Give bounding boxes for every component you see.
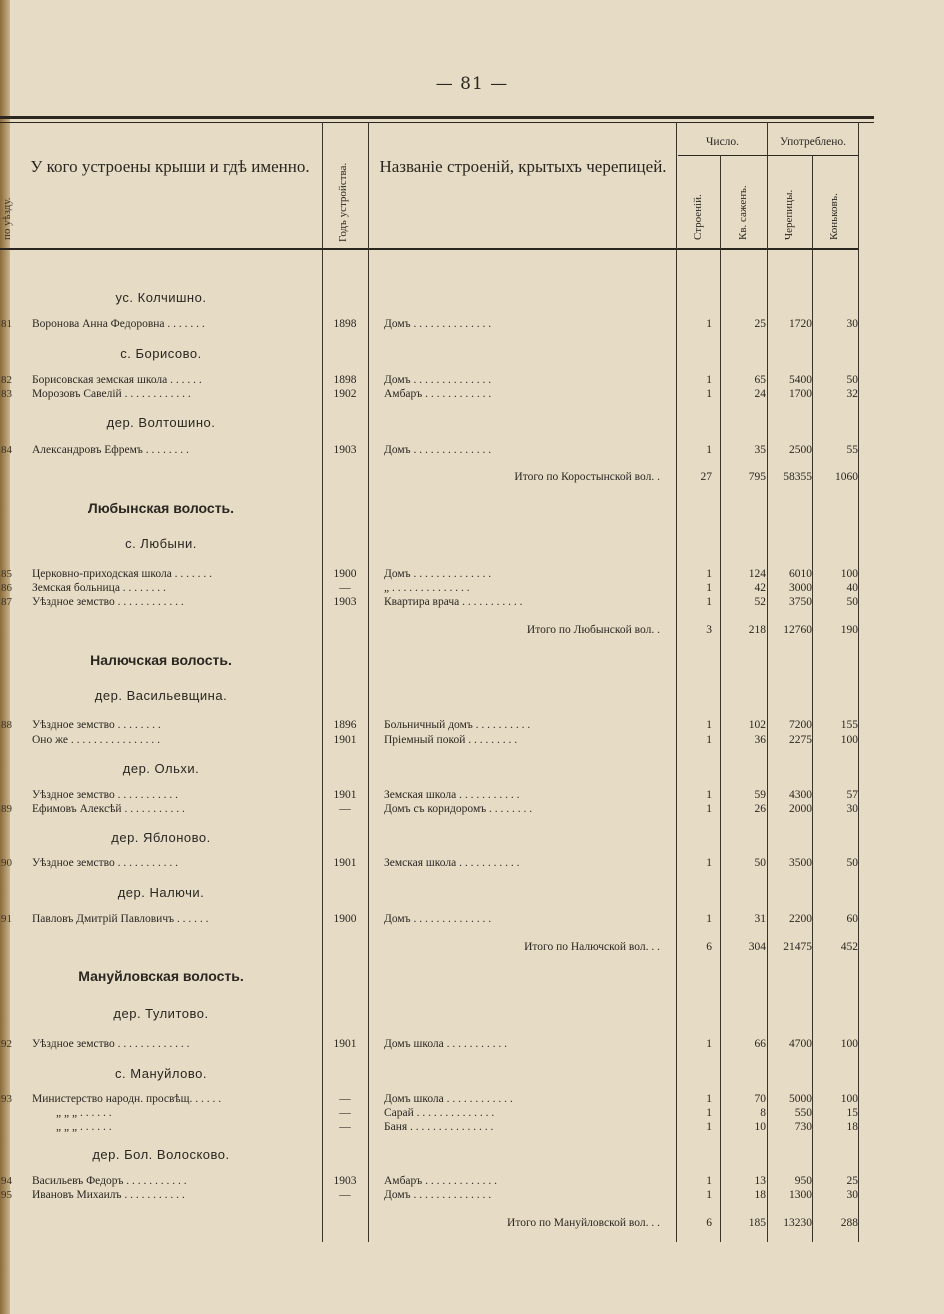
row-number: 88 <box>1 719 12 731</box>
owner-cell: Борисовская земская школа . . . . . . <box>32 374 202 386</box>
count-cell: 1 <box>706 1175 712 1187</box>
count-cell: 6 <box>706 1217 712 1229</box>
year-cell: 1903 <box>333 1175 357 1187</box>
row-number: 85 <box>1 568 12 580</box>
area-cell: 70 <box>754 1093 766 1105</box>
building-cell: „ . . . . . . . . . . . . . . <box>384 582 470 594</box>
tiles-cell: 7200 <box>789 719 812 731</box>
row-number: 83 <box>1 388 12 400</box>
owner-cell: Уѣздное земство . . . . . . . . . . . . . <box>32 1038 190 1050</box>
top-rule-thin <box>0 122 874 123</box>
village-heading: дер. Яблоново. <box>111 830 211 845</box>
table-row <box>0 388 944 402</box>
ridge-cell: 100 <box>840 568 858 580</box>
village-heading: дер. Налючи. <box>117 885 205 900</box>
area-cell: 10 <box>754 1121 766 1133</box>
count-cell: 3 <box>706 624 712 636</box>
building-cell: Пріемный покой . . . . . . . . . <box>384 734 518 746</box>
tiles-cell: 550 <box>794 1107 812 1119</box>
area-cell: 18 <box>754 1189 766 1201</box>
year-cell: — <box>339 582 351 594</box>
tiles-cell: 12760 <box>783 624 812 636</box>
ridge-cell: 32 <box>846 388 858 400</box>
area-cell: 185 <box>748 1217 766 1229</box>
ridge-cell: 30 <box>846 318 858 330</box>
building-cell: Земская школа . . . . . . . . . . . <box>384 789 520 801</box>
ridge-cell: 57 <box>846 789 858 801</box>
area-cell: 52 <box>754 596 766 608</box>
building-cell: Баня . . . . . . . . . . . . . . . <box>384 1121 494 1133</box>
row-number: 92 <box>1 1038 12 1050</box>
total-row <box>0 471 944 485</box>
area-cell: 795 <box>748 471 766 483</box>
building-column-header: Названіе строеній, крытыхъ черепицей. <box>379 157 667 176</box>
table-row <box>0 596 944 610</box>
owner-cell: Александровъ Ефремъ . . . . . . . . <box>32 444 189 456</box>
tiles-cell: 3750 <box>789 596 812 608</box>
count-cell: 1 <box>706 1107 712 1119</box>
table-row <box>0 789 944 803</box>
owner-cell: Министерство народн. просвѣщ. . . . . . <box>32 1093 222 1105</box>
count-cell: 6 <box>706 941 712 953</box>
table-row <box>0 857 944 871</box>
group-rule <box>678 155 858 156</box>
ridge-cell: 25 <box>846 1175 858 1187</box>
row-number: 93 <box>1 1093 12 1105</box>
year-cell: 1896 <box>333 719 357 731</box>
area-cell: 35 <box>754 444 766 456</box>
year-cell: 1898 <box>333 318 357 330</box>
ridge-cell: 452 <box>840 941 858 953</box>
tiles-cell: 1720 <box>789 318 812 330</box>
table-row <box>0 803 944 817</box>
table-row <box>0 1093 944 1107</box>
area-cell: 42 <box>754 582 766 594</box>
area-cell: 8 <box>760 1107 766 1119</box>
row-number: 94 <box>1 1175 12 1187</box>
year-cell: 1898 <box>333 374 357 386</box>
table-row <box>0 1175 944 1189</box>
owner-cell: Уѣздное земство . . . . . . . . . . . <box>32 857 179 869</box>
row-number: 89 <box>1 803 12 815</box>
ridge-cell: 15 <box>846 1107 858 1119</box>
row-number: 86 <box>1 582 12 594</box>
count-cell: 1 <box>706 913 712 925</box>
ridge-cell: 30 <box>846 1189 858 1201</box>
owner-cell: Воронова Анна Федоровна . . . . . . . <box>32 318 205 330</box>
tiles-cell: 58355 <box>783 471 812 483</box>
ridge-cell: 50 <box>846 596 858 608</box>
area-column-header: Кв. саженъ. <box>737 185 749 240</box>
year-cell: 1901 <box>333 789 357 801</box>
tiles-cell: 2200 <box>789 913 812 925</box>
ridge-cell: 190 <box>840 624 858 636</box>
table-row <box>0 1038 944 1052</box>
year-cell: 1903 <box>333 444 357 456</box>
cut-header-label: по уѣзду. <box>1 197 13 240</box>
count-cell: 1 <box>706 596 712 608</box>
ridge-cell: 50 <box>846 857 858 869</box>
volost-heading: Налючская волость. <box>90 652 232 668</box>
building-cell: Сарай . . . . . . . . . . . . . . <box>384 1107 495 1119</box>
area-cell: 66 <box>754 1038 766 1050</box>
owner-cell: Васильевъ Федоръ . . . . . . . . . . . <box>32 1175 187 1187</box>
area-cell: 24 <box>754 388 766 400</box>
village-heading: с. Борисово. <box>120 346 202 361</box>
ridge-cell: 100 <box>840 734 858 746</box>
owner-cell: Ивановъ Михаилъ . . . . . . . . . . . <box>32 1189 185 1201</box>
building-cell: Домъ . . . . . . . . . . . . . . <box>384 568 492 580</box>
owner-cell: Земская больница . . . . . . . . <box>32 582 166 594</box>
count-group-header: Число. <box>705 136 740 148</box>
total-label: Итого по Налючской вол. . . <box>524 941 660 953</box>
year-cell: 1900 <box>333 913 357 925</box>
tiles-cell: 4700 <box>789 1038 812 1050</box>
col-divider <box>322 122 323 1242</box>
table-row <box>0 568 944 582</box>
row-number: 84 <box>1 444 12 456</box>
village-heading: с. Любыни. <box>125 536 197 551</box>
count-cell: 1 <box>706 803 712 815</box>
tiles-cell: 2000 <box>789 803 812 815</box>
count-cell: 1 <box>706 388 712 400</box>
total-label: Итого по Коростынской вол. . <box>514 471 660 483</box>
row-number: 95 <box>1 1189 12 1201</box>
building-cell: Больничный домъ . . . . . . . . . . <box>384 719 531 731</box>
owner-cell: Павловъ Дмитрій Павловичъ . . . . . . <box>32 913 209 925</box>
count-cell: 1 <box>706 318 712 330</box>
area-cell: 36 <box>754 734 766 746</box>
year-cell: 1901 <box>333 1038 357 1050</box>
ridge-cell: 60 <box>846 913 858 925</box>
volost-heading: Любынская волость. <box>87 500 235 516</box>
total-row <box>0 624 944 638</box>
tiles-cell: 730 <box>794 1121 812 1133</box>
tiles-cell: 1700 <box>789 388 812 400</box>
count-cell: 1 <box>706 719 712 731</box>
building-cell: Земская школа . . . . . . . . . . . <box>384 857 520 869</box>
owner-cell: Ефимовъ Алексѣй . . . . . . . . . . . <box>32 803 185 815</box>
ridge-cell: 50 <box>846 374 858 386</box>
ridge-cell: 288 <box>840 1217 858 1229</box>
row-number: 82 <box>1 374 12 386</box>
year-cell: 1902 <box>333 388 357 400</box>
village-heading: дер. Васильевщина. <box>94 688 228 703</box>
year-cell: 1901 <box>333 734 357 746</box>
owner-cell: „ „ „ . . . . . . <box>56 1107 112 1119</box>
tiles-cell: 950 <box>794 1175 812 1187</box>
count-cell: 1 <box>706 857 712 869</box>
year-cell: 1900 <box>333 568 357 580</box>
ridge-cell: 155 <box>840 719 858 731</box>
count-cell: 1 <box>706 1038 712 1050</box>
area-cell: 50 <box>754 857 766 869</box>
area-cell: 26 <box>754 803 766 815</box>
count-cell: 1 <box>706 1093 712 1105</box>
owner-cell: Уѣздное земство . . . . . . . . <box>32 719 161 731</box>
ridge-column-header: Коньковъ. <box>828 193 840 240</box>
tiles-cell: 4300 <box>789 789 812 801</box>
buildings-column-header: Строеній. <box>692 194 704 240</box>
count-cell: 1 <box>706 1189 712 1201</box>
ridge-cell: 30 <box>846 803 858 815</box>
building-cell: Амбаръ . . . . . . . . . . . . . <box>384 1175 497 1187</box>
year-cell: — <box>339 1121 351 1133</box>
tiles-cell: 5000 <box>789 1093 812 1105</box>
table-row <box>0 734 944 748</box>
table-row <box>0 582 944 596</box>
col-divider <box>368 122 369 1242</box>
owner-cell: Оно же . . . . . . . . . . . . . . . . <box>32 734 160 746</box>
ridge-cell: 100 <box>840 1038 858 1050</box>
row-number: 91 <box>1 913 12 925</box>
area-cell: 13 <box>754 1175 766 1187</box>
year-column-header: Годъ устройства. <box>337 162 349 242</box>
table-row <box>0 1121 944 1135</box>
count-cell: 1 <box>706 374 712 386</box>
table-row <box>0 1107 944 1121</box>
owner-cell: „ „ „ . . . . . . <box>56 1121 112 1133</box>
tiles-cell: 6010 <box>789 568 812 580</box>
building-cell: Домъ . . . . . . . . . . . . . . <box>384 374 492 386</box>
ridge-cell: 55 <box>846 444 858 456</box>
row-number: 87 <box>1 596 12 608</box>
owner-cell: Уѣздное земство . . . . . . . . . . . . <box>32 596 184 608</box>
village-heading: с. Мануйлово. <box>115 1066 207 1081</box>
used-group-header: Употреблено. <box>779 136 847 148</box>
count-cell: 1 <box>706 734 712 746</box>
year-cell: — <box>339 1189 351 1201</box>
building-cell: Домъ . . . . . . . . . . . . . . <box>384 913 492 925</box>
ridge-cell: 100 <box>840 1093 858 1105</box>
top-rule-thick <box>0 116 874 119</box>
building-cell: Домъ . . . . . . . . . . . . . . <box>384 318 492 330</box>
col-divider <box>676 122 677 1242</box>
building-cell: Домъ . . . . . . . . . . . . . . <box>384 444 492 456</box>
tiles-cell: 3500 <box>789 857 812 869</box>
owner-cell: Уѣздное земство . . . . . . . . . . . <box>32 789 179 801</box>
ridge-cell: 1060 <box>835 471 858 483</box>
village-heading: дер. Волтошино. <box>106 415 216 430</box>
year-cell: — <box>339 1107 351 1119</box>
row-number: 81 <box>1 318 12 330</box>
area-cell: 304 <box>748 941 766 953</box>
total-label: Итого по Любынской вол. . <box>526 624 660 636</box>
year-cell: — <box>339 803 351 815</box>
table-row <box>0 1189 944 1203</box>
area-cell: 65 <box>754 374 766 386</box>
page-number: — 81 — <box>435 74 509 94</box>
count-cell: 1 <box>706 444 712 456</box>
building-cell: Домъ школа . . . . . . . . . . . . <box>384 1093 513 1105</box>
tiles-cell: 3000 <box>789 582 812 594</box>
col-divider <box>767 122 768 1242</box>
area-cell: 25 <box>754 318 766 330</box>
volost-heading: Мануйловская волость. <box>78 968 244 984</box>
tiles-cell: 21475 <box>783 941 812 953</box>
count-cell: 1 <box>706 789 712 801</box>
village-heading: дер. Ольхи. <box>122 761 200 776</box>
count-cell: 1 <box>706 582 712 594</box>
area-cell: 102 <box>748 719 766 731</box>
total-row <box>0 941 944 955</box>
village-heading: ус. Колчишно. <box>115 290 207 305</box>
tiles-cell: 5400 <box>789 374 812 386</box>
area-cell: 218 <box>748 624 766 636</box>
tiles-cell: 1300 <box>789 1189 812 1201</box>
table-row <box>0 318 944 332</box>
count-cell: 1 <box>706 568 712 580</box>
row-number: 90 <box>1 857 12 869</box>
table-row <box>0 913 944 927</box>
col-divider <box>858 122 859 1242</box>
table-row <box>0 374 944 388</box>
tiles-cell: 2500 <box>789 444 812 456</box>
area-cell: 124 <box>748 568 766 580</box>
building-cell: Домъ съ коридоромъ . . . . . . . . <box>384 803 533 815</box>
building-cell: Домъ школа . . . . . . . . . . . <box>384 1038 508 1050</box>
area-cell: 31 <box>754 913 766 925</box>
ridge-cell: 18 <box>846 1121 858 1133</box>
table-row <box>0 444 944 458</box>
year-cell: 1903 <box>333 596 357 608</box>
village-heading: дер. Бол. Волосково. <box>92 1147 230 1162</box>
year-cell: 1901 <box>333 857 357 869</box>
tiles-cell: 2275 <box>789 734 812 746</box>
table-row <box>0 719 944 733</box>
owner-cell: Церковно-приходская школа . . . . . . . <box>32 568 213 580</box>
area-cell: 59 <box>754 789 766 801</box>
count-cell: 27 <box>700 471 712 483</box>
count-cell: 1 <box>706 1121 712 1133</box>
header-bottom-rule <box>0 248 858 250</box>
year-cell: — <box>339 1093 351 1105</box>
building-cell: Домъ . . . . . . . . . . . . . . <box>384 1189 492 1201</box>
total-label: Итого по Мануйловской вол. . . <box>507 1217 660 1229</box>
village-heading: дер. Тулитово. <box>113 1006 209 1021</box>
owner-cell: Морозовъ Савелій . . . . . . . . . . . . <box>32 388 191 400</box>
ridge-cell: 40 <box>846 582 858 594</box>
tiles-cell: 13230 <box>783 1217 812 1229</box>
tiles-column-header: Черепицы. <box>783 189 795 240</box>
total-row <box>0 1217 944 1231</box>
building-cell: Амбаръ . . . . . . . . . . . . <box>384 388 492 400</box>
owner-column-header: У кого устроены крыши и гдѣ именно. <box>30 157 310 176</box>
building-cell: Квартира врача . . . . . . . . . . . <box>384 596 523 608</box>
